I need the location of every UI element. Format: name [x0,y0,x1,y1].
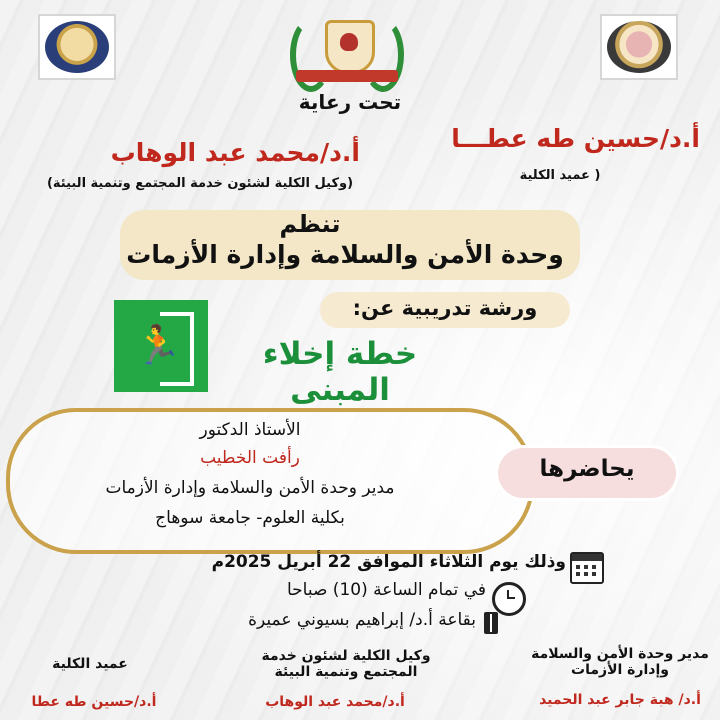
event-time: في تمام الساعة (10) صباحا [286,580,486,600]
event-date: وذلك يوم الثلاثاء الموافق 22 أبريل 2025م [211,552,566,572]
university-logo [600,14,678,80]
speaker-prefix: الأستاذ الدكتور [199,420,301,440]
workshop-title: خطة إخلاء المبنى [262,336,418,408]
vice-dean-title: (وكيل الكلية لشئون خدمة المجتمع وتنمية البيئة) [46,176,354,191]
unit-name: وحدة الأمن والسلامة وإدارة الأزمات [126,240,564,269]
signature-title-dean: عميد الكلية [52,656,128,672]
signature-title-vice-dean: وكيل الكلية لشئون خدمة المجتمع وتنمية البيئة [261,648,431,680]
security-unit-logo [282,12,412,90]
speaker-position: مدير وحدة الأمن والسلامة وإدارة الأزمات [105,478,395,498]
dean-title: ( عميد الكلية [519,168,601,183]
patronage-heading: تحت رعاية [298,90,402,114]
signature-name-dean: أ.د/حسين طه عطا [31,694,157,710]
speaker-affiliation: بكلية العلوم- جامعة سوهاج [155,508,345,528]
vice-dean-name: أ.د/محمد عبد الوهاب [110,138,360,167]
event-venue: بقاعة أ.د/ إبراهيم بسيوني عميرة [248,610,476,630]
dean-name: أ.د/حسين طه عطـــا [451,124,700,153]
faculty-logo [38,14,116,80]
emergency-exit-icon: 🏃 [114,300,208,392]
signature-title-unit-director: مدير وحدة الأمن والسلامة وإدارة الأزمات [531,646,709,678]
speaker-badge-label: يحاضرها [539,456,635,482]
workshop-label: ورشة تدريبية عن: [352,296,538,320]
signature-name-vice-dean: أ.د/محمد عبد الوهاب [265,694,405,710]
door-icon [484,612,498,634]
organizes-label: تنظم [279,210,341,238]
speaker-name: رأفت الخطيب [200,448,300,468]
calendar-icon [570,552,604,584]
signature-name-unit-director: أ.د/ هبة جابر عبد الحميد [539,692,701,708]
clock-icon [492,582,526,616]
